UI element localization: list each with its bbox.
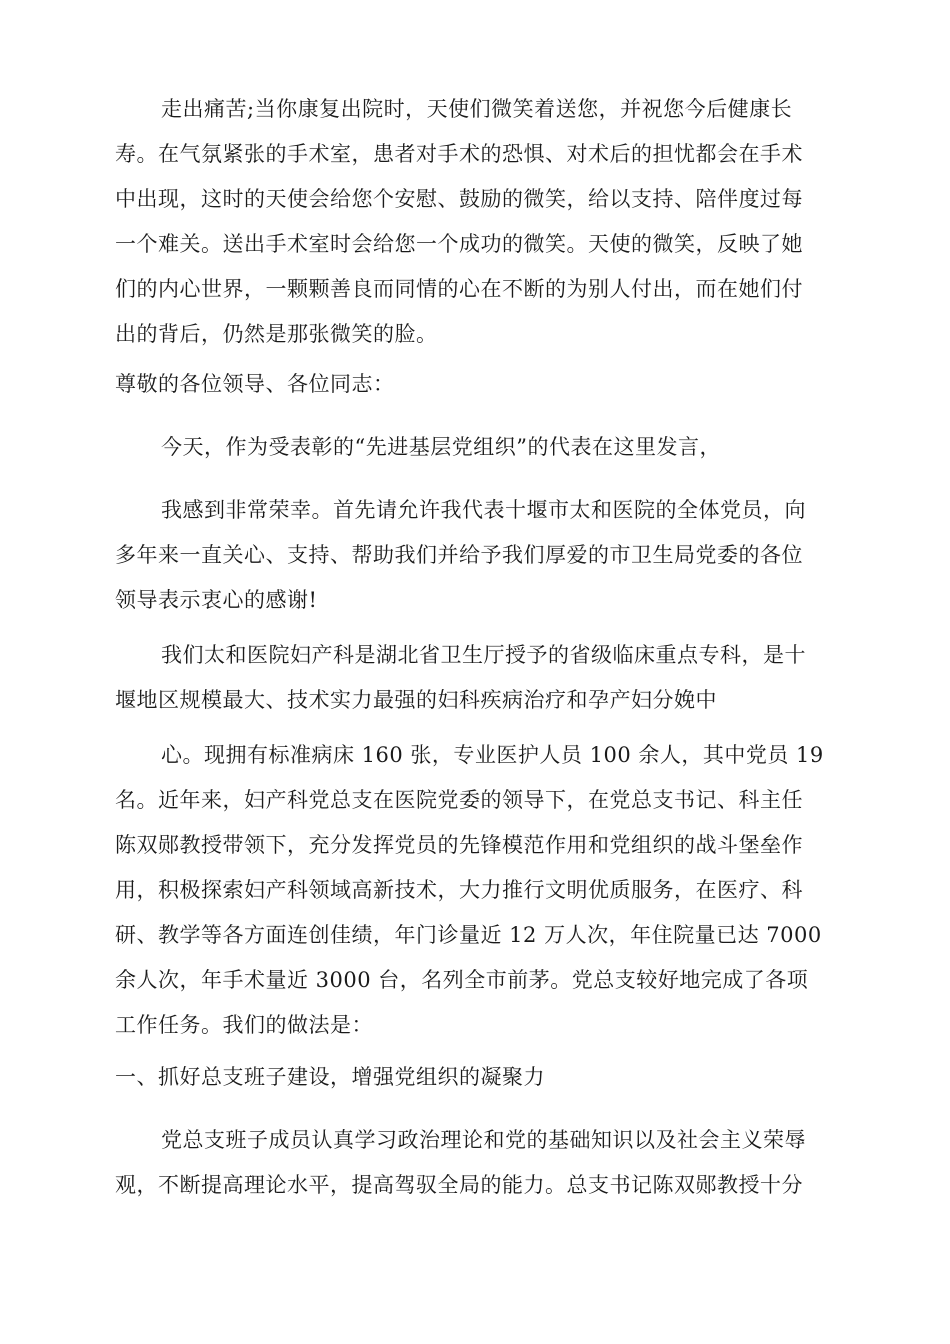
- text-line: 观，不断提高理论水平，提高驾驭全局的能力。总支书记陈双郧教授十分: [115, 1173, 803, 1197]
- paragraph-thanks: [115, 488, 835, 623]
- text-line: 出的背后，仍然是那张微笑的脸。: [115, 322, 438, 346]
- text-line: 堰地区规模最大、技术实力最强的妇科疾病治疗和孕产妇分娩中: [115, 688, 717, 712]
- text-line: 余人次，年手术量近 3000 台，名列全市前茅。党总支较好地完成了各项: [115, 968, 809, 992]
- text-line: 用，积极探索妇产科领域高新技术，大力推行文明优质服务，在医疗、科: [115, 878, 803, 902]
- text-line: 中出现，这时的天使会给您个安慰、鼓励的微笑，给以支持、陪伴度过每: [115, 187, 803, 211]
- section-heading-1: [115, 1055, 835, 1100]
- text-line: 研、教学等各方面连创佳绩，年门诊量近 12 万人次，年住院量已达 7000: [115, 923, 822, 947]
- text-line: 们的内心世界，一颗颗善良而同情的心在不断的为别人付出，而在她们付: [115, 277, 803, 301]
- text-line: 党总支班子成员认真学习政治理论和党的基础知识以及社会主义荣辱: [161, 1128, 806, 1152]
- text-line: 走出痛苦;当你康复出院时，天使们微笑着送您，并祝您今后健康长: [161, 97, 793, 121]
- paragraph-department-stats: [115, 733, 835, 1048]
- text-line: 一、抓好总支班子建设，增强党组织的凝聚力: [115, 1065, 545, 1089]
- text-line: 今天，作为受表彰的“先进基层党组织”的代表在这里发言，: [161, 435, 721, 459]
- text-line: 陈双郧教授带领下，充分发挥党员的先锋模范作用和党组织的战斗堡垒作: [115, 833, 803, 857]
- salutation: [115, 362, 835, 407]
- paragraph-department-intro: [115, 633, 835, 723]
- text-line: 寿。在气氛紧张的手术室，患者对手术的恐惧、对术后的担忧都会在手术: [115, 142, 803, 166]
- text-line: 名。近年来，妇产科党总支在医院党委的领导下，在党总支书记、科主任: [115, 788, 803, 812]
- paragraph-angel-smile: [115, 87, 835, 357]
- text-line: 我感到非常荣幸。首先请允许我代表十堰市太和医院的全体党员，向: [161, 498, 806, 522]
- text-line: 我们太和医院妇产科是湖北省卫生厅授予的省级临床重点专科，是十: [161, 643, 806, 667]
- text-line: 多年来一直关心、支持、帮助我们并给予我们厚爱的市卫生局党委的各位: [115, 543, 803, 567]
- text-line: 心。现拥有标准病床 160 张，专业医护人员 100 余人，其中党员 19: [161, 743, 824, 767]
- paragraph-speech-intro: [115, 425, 835, 470]
- text-line: 工作任务。我们的做法是：: [115, 1013, 373, 1037]
- text-line: 尊敬的各位领导、各位同志：: [115, 372, 395, 396]
- text-line: 领导表示衷心的感谢!: [115, 588, 318, 612]
- text-line: 一个难关。送出手术室时会给您一个成功的微笑。天使的微笑，反映了她: [115, 232, 803, 256]
- paragraph-leadership: [115, 1118, 835, 1208]
